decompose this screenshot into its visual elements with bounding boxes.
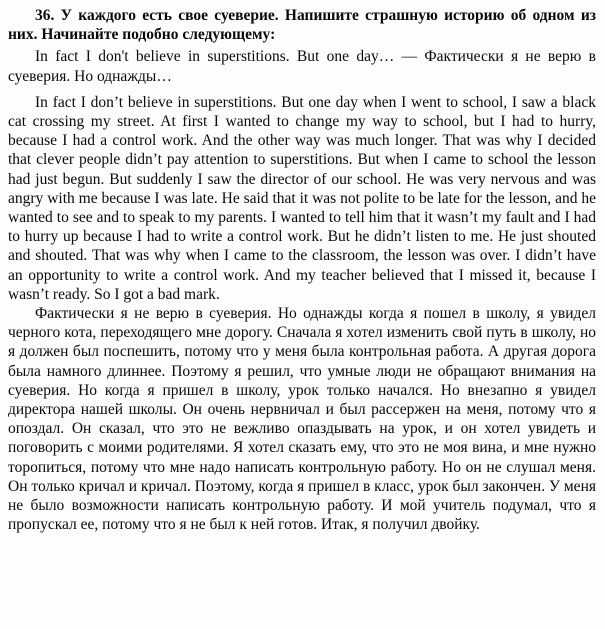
task-heading: 36. У каждого есть свое суеверие. Напишите страшную историю об одном из них. Начинайте подобно следующему: <box>8 7 596 44</box>
example-opening-line: In fact I don't believe in superstitions. But one day… — Фактически я не верю в суеверия. Но однажды… <box>8 48 596 85</box>
english-story-paragraph: In fact I don’t believe in superstitions. But one day when I went to school, I saw a black cat crossing my street. At first I wanted to change my way to school, but I had to hurry, because I had a control work. And the other way was much longer. That was why I decided that clever people didn’t pay attention to superstitions. But when I came to school the lesson had just begun. But suddenly I saw the director of our school. He was very nervous and was angry with me because I was late. He said that it was not polite to be late for the lesson, and he wanted to see and to speak to my parents. I wanted to tell him that it wasn’t my fault and I had to hurry up because I had to write a control work. But he didn’t listen to me. He just shouted and shouted. That was why when I came to the classroom, the lesson was over. I didn’t have an opportunity to write a control work. And my teacher believed that I missed it, because I wasn’t ready. So I got a bad mark. <box>8 93 596 303</box>
russian-translation-paragraph: Фактически я не верю в суеверия. Но однажды когда я пошел в школу, я увидел черного кота, переходящего мне дорогу. Сначала я хотел изменить свой путь в школу, но я должен был поспешить, потому что у меня была контрольная работа. А другая дорога была намного длиннее. Поэтому я решил, что умные люди не обращают внимания на суеверия. Но когда я пришел в школу, урок только начался. Но внезапно я увидел директора нашей школы. Он очень нервничал и был рассержен на меня, потому что я опоздал. Он сказал, что это не вежливо опаздывать на урок, и он хотел увидеть и поговорить с моими родителями. Я хотел сказать ему, что это не моя вина, и мне нужно торопиться, потому что мне надо написать контрольную работу. Но он не слушал меня. Он только кричал и кричал. Поэтому, когда я пришел в класс, урок был закончен. У меня не было возможности написать контрольную работу. И мой учитель подумал, что я пропускал ее, потому что я не был к ней готов. Итак, я получил двойку. <box>8 305 596 534</box>
